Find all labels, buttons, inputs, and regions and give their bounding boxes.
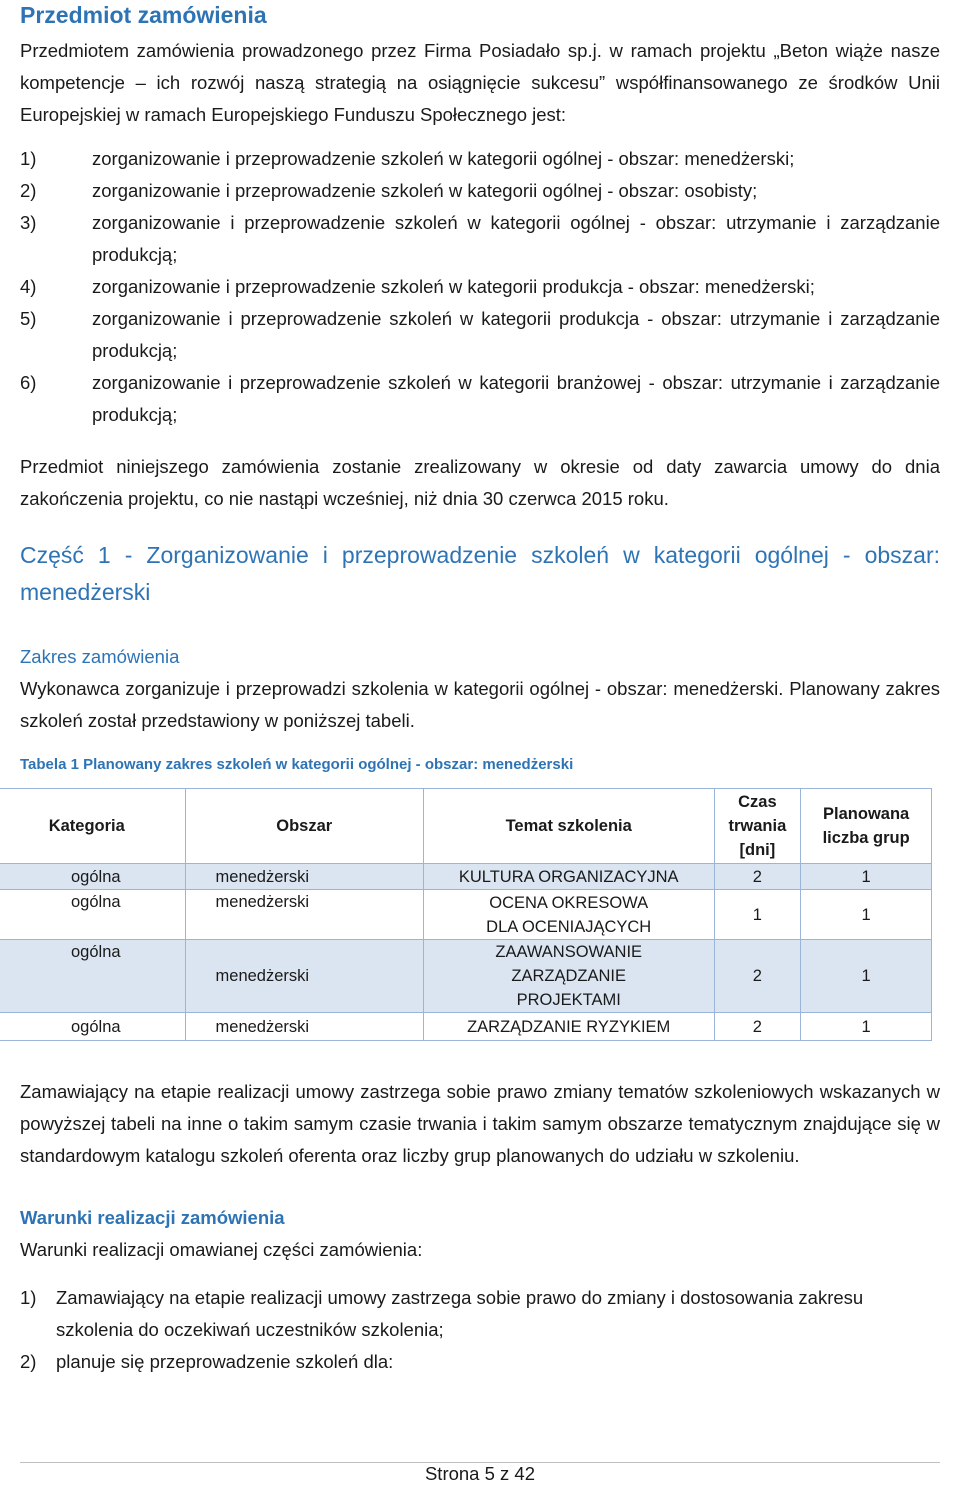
list-item	[20, 143, 940, 175]
list-item	[20, 367, 940, 431]
list-item-text: zorganizowanie i przeprowadzenie szkoleń w kategorii ogólnej - obszar: utrzymanie i zarządzanie produkcją;	[92, 212, 940, 265]
list-number: 6)	[20, 372, 37, 393]
column-header-duration: Czas trwania [dni]	[714, 789, 801, 864]
list-number: 3)	[20, 212, 37, 233]
column-header-topic: Temat szkolenia	[423, 789, 714, 864]
list-number: 2)	[20, 180, 37, 201]
section-heading: Część 1 - Zorganizowanie i przeprowadzenie szkoleń w kategorii ogólnej - obszar: menedżerski	[20, 542, 940, 605]
list-item-text: planuje się przeprowadzenie szkoleń dla:	[56, 1351, 394, 1372]
cell-topic: ZAAWANSOWANIE ZARZĄDZANIE PROJEKTAMI	[423, 940, 714, 1013]
column-header-groups: Planowana liczba grup	[801, 789, 932, 864]
training-plan-table	[0, 788, 932, 1041]
cell-area: menedżerski	[185, 890, 423, 940]
cell-category: ogólna	[0, 1013, 185, 1041]
table-caption: Tabela 1 Planowany zakres szkoleń w kategorii ogólnej - obszar: menedżerski	[20, 756, 574, 773]
cell-area: menedżerski	[185, 940, 423, 1013]
table-row	[0, 940, 932, 1013]
list-item-text: zorganizowanie i przeprowadzenie szkoleń w kategorii produkcja - obszar: menedżerski;	[92, 276, 815, 297]
conditions-heading: Warunki realizacji zamówienia	[20, 1207, 285, 1228]
list-item	[20, 271, 940, 303]
list-number: 1)	[20, 1287, 37, 1308]
change-note-paragraph: Zamawiający na etapie realizacji umowy zastrzega sobie prawo zmiany tematów szkoleniowych wskazanych w powyższej tabeli na inne o takim samym czasie trwania i takim samym obszarze tematycznym znajdujące się w standardowym katalogu szkoleń oferenta oraz liczby grup planowanych do udziału w szkoleniu.	[20, 1081, 940, 1166]
cell-area: menedżerski	[185, 864, 423, 890]
table-row	[0, 890, 932, 940]
cell-duration: 2	[714, 940, 801, 1013]
cell-topic: KULTURA ORGANIZACYJNA	[423, 864, 714, 890]
list-item	[20, 175, 940, 207]
list-number: 2)	[20, 1351, 37, 1372]
column-header-category: Kategoria	[0, 789, 185, 864]
scope-heading: Zakres zamówienia	[20, 646, 180, 667]
list-item-text: zorganizowanie i przeprowadzenie szkoleń w kategorii ogólnej - obszar: menedżerski;	[92, 148, 795, 169]
cell-topic: ZARZĄDZANIE RYZYKIEM	[423, 1013, 714, 1041]
cell-duration: 2	[714, 864, 801, 890]
page-number: Strona 5 z 42	[424, 1463, 536, 1484]
lower-content	[20, 1076, 940, 1378]
list-item-text: Zamawiający na etapie realizacji umowy zastrzega sobie prawo do zmiany i dostosowania zakresu szkolenia do oczekiwań uczestników szkolenia;	[56, 1287, 864, 1340]
list-item-text: zorganizowanie i przeprowadzenie szkoleń w kategorii produkcja - obszar: utrzymanie i zarządzanie produkcją;	[92, 308, 940, 361]
list-item-text: zorganizowanie i przeprowadzenie szkoleń w kategorii branżowej - obszar: utrzymanie i zarządzanie produkcją;	[92, 372, 940, 425]
cell-groups: 1	[801, 940, 932, 1013]
cell-duration: 2	[714, 1013, 801, 1041]
document-page	[20, 0, 940, 775]
list-item	[20, 1346, 940, 1378]
cell-groups: 1	[801, 890, 932, 940]
cell-area: menedżerski	[185, 1013, 423, 1041]
cell-category: ogólna	[0, 940, 185, 1013]
conditions-list	[20, 1282, 940, 1378]
cell-category: ogólna	[0, 864, 185, 890]
table-row	[0, 1013, 932, 1041]
list-number: 4)	[20, 276, 37, 297]
cell-topic: OCENA OKRESOWA DLA OCENIAJĄCYCH	[423, 890, 714, 940]
cell-category: ogólna	[0, 890, 185, 940]
list-number: 5)	[20, 308, 37, 329]
column-header-area: Obszar	[185, 789, 423, 864]
table-row	[0, 864, 932, 890]
conditions-intro: Warunki realizacji omawianej części zamówienia:	[20, 1239, 423, 1260]
cell-groups: 1	[801, 1013, 932, 1041]
list-item	[20, 207, 940, 271]
intro-paragraph: Przedmiotem zamówienia prowadzonego przez Firma Posiadało sp.j. w ramach projektu „Beton wiąże nasze kompetencje – ich rozwój naszą strategią na osiągnięcie sukcesu” współfinansowanego ze środków Unii Europejskiej w ramach Europejskiego Funduszu Społecznego jest:	[20, 40, 940, 125]
list-item	[20, 303, 940, 367]
list-item-text: zorganizowanie i przeprowadzenie szkoleń w kategorii ogólnej - obszar: osobisty;	[92, 180, 758, 201]
timeline-paragraph: Przedmiot niniejszego zamówienia zostanie zrealizowany w okresie od daty zawarcia umowy do dnia zakończenia projektu, co nie nastąpi wcześniej, niż dnia 30 czerwca 2015 roku.	[20, 456, 940, 509]
scope-paragraph: Wykonawca zorganizuje i przeprowadzi szkolenia w kategorii ogólnej - obszar: menedżerski. Planowany zakres szkoleń został przedstawiony w poniższej tabeli.	[20, 678, 940, 731]
page-title: Przedmiot zamówienia	[20, 2, 267, 28]
table-header-row	[0, 789, 932, 864]
list-item	[20, 1282, 940, 1346]
cell-duration: 1	[714, 890, 801, 940]
cell-groups: 1	[801, 864, 932, 890]
requirements-list	[20, 143, 940, 431]
list-number: 1)	[20, 148, 37, 169]
